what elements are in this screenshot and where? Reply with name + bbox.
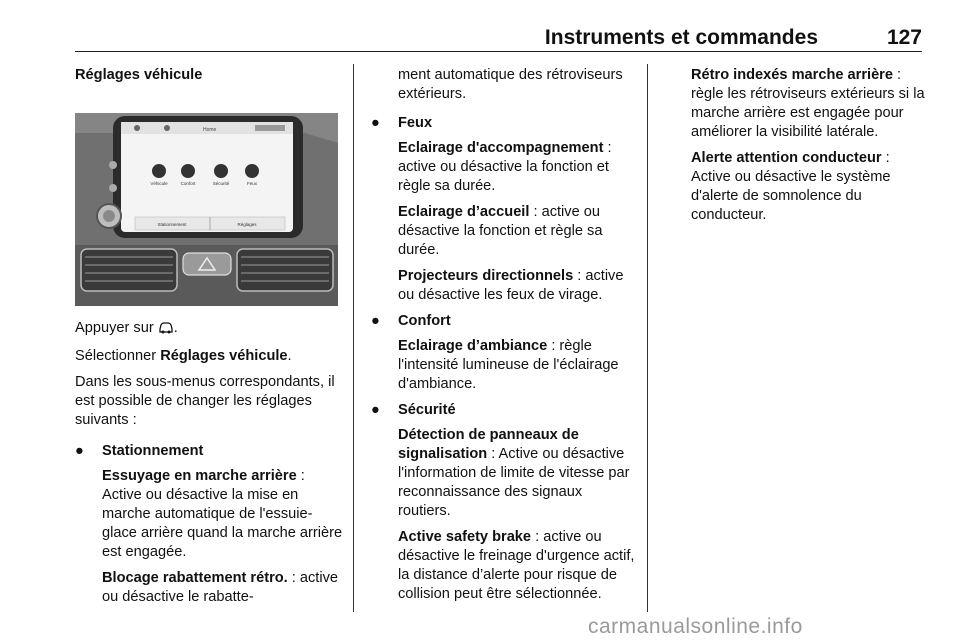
screen-tab-label: Réglages (237, 222, 257, 227)
page-number: 127 (886, 26, 922, 49)
bullet-dot: ● (371, 115, 380, 131)
bullet-dot: ● (371, 402, 380, 418)
setting-entry: Active safety brake : active ou désactive le freinage d'urgence actif, la distance d’alerte pour risque de collision peut être sélectionnée. (398, 529, 635, 602)
page-header-title: Instruments et commandes (544, 26, 818, 49)
setting-entry: Projecteurs directionnels : active ou désactive les feux de virage. (398, 268, 624, 303)
car-icon (158, 321, 174, 340)
screen-app-label: Confort (180, 181, 196, 186)
setting-entry: Eclairage d'accompagnement : active ou désactive la fonction et règle sa durée. (398, 140, 612, 194)
bullet-title: Confort (398, 313, 451, 329)
intro-paragraph: Dans les sous-menus correspondants, il est possible de changer les réglages suivants : (75, 374, 335, 428)
header-rule (75, 51, 922, 52)
instruction-press-text: Appuyer sur (75, 320, 154, 336)
bullet-feux (371, 114, 636, 305)
bullet-title: Feux (398, 115, 433, 131)
instruction-press-period: . (173, 320, 178, 336)
screen-app-label: Sécurité (212, 181, 230, 186)
bullet-title: Sécurité (398, 402, 456, 418)
column-3 (691, 66, 931, 232)
setting-entry: Détection de panneaux de signalisation : Active ou désactive l'information de limite de vitesse par reconnaissance des signaux routiers. (398, 427, 630, 519)
bullet-securite (371, 401, 636, 604)
setting-entry: Alerte attention conducteur : Active ou désactive le système d'alerte de somnolence du conducteur. (691, 150, 891, 223)
column-divider-1 (353, 64, 354, 612)
section-title: Réglages véhicule (75, 67, 203, 83)
screen-app-label: Véhicule (150, 181, 168, 186)
continuation-text: ment automatique des rétroviseurs extérieurs. (398, 67, 623, 102)
bullet-dot: ● (75, 443, 84, 459)
dashboard-photo (75, 113, 338, 306)
instruction-press (75, 319, 345, 340)
dashboard-photo-drawing (75, 113, 338, 306)
bullet-confort (371, 312, 636, 394)
watermark: carmanualsonline.info (588, 615, 803, 638)
screen-tab-label: Stationnement (157, 222, 187, 227)
setting-entry: Blocage rabattement rétro. : active ou désactive le rabatte- (102, 570, 339, 605)
column-1-body (75, 319, 345, 614)
bullet-title: Stationnement (102, 443, 204, 459)
column-divider-2 (647, 64, 648, 612)
setting-entry: Essuyage en marche arrière : Active ou désactive la mise en marche automatique de l'essuie-glace arrière quand la marche arrière est engagée. (102, 468, 343, 560)
bullet-stationnement (75, 442, 345, 607)
setting-entry: Rétro indexés marche arrière : règle les rétroviseurs extérieurs si la marche arrière est engagée pour améliorer la visibilité latérale. (691, 67, 925, 140)
column-2 (371, 66, 636, 611)
screen-app-label: Feux (246, 181, 258, 186)
column-1 (75, 66, 343, 92)
screen-top-label: Home (203, 127, 217, 133)
setting-entry: Eclairage d’ambiance : règle l'intensité lumineuse de l'éclairage d'ambiance. (398, 338, 619, 392)
setting-entry: Eclairage d’accueil : active ou désactive la fonction et règle sa durée. (398, 204, 603, 258)
bullet-dot: ● (371, 313, 380, 329)
instruction-select: Sélectionner Réglages véhicule. (75, 348, 292, 364)
